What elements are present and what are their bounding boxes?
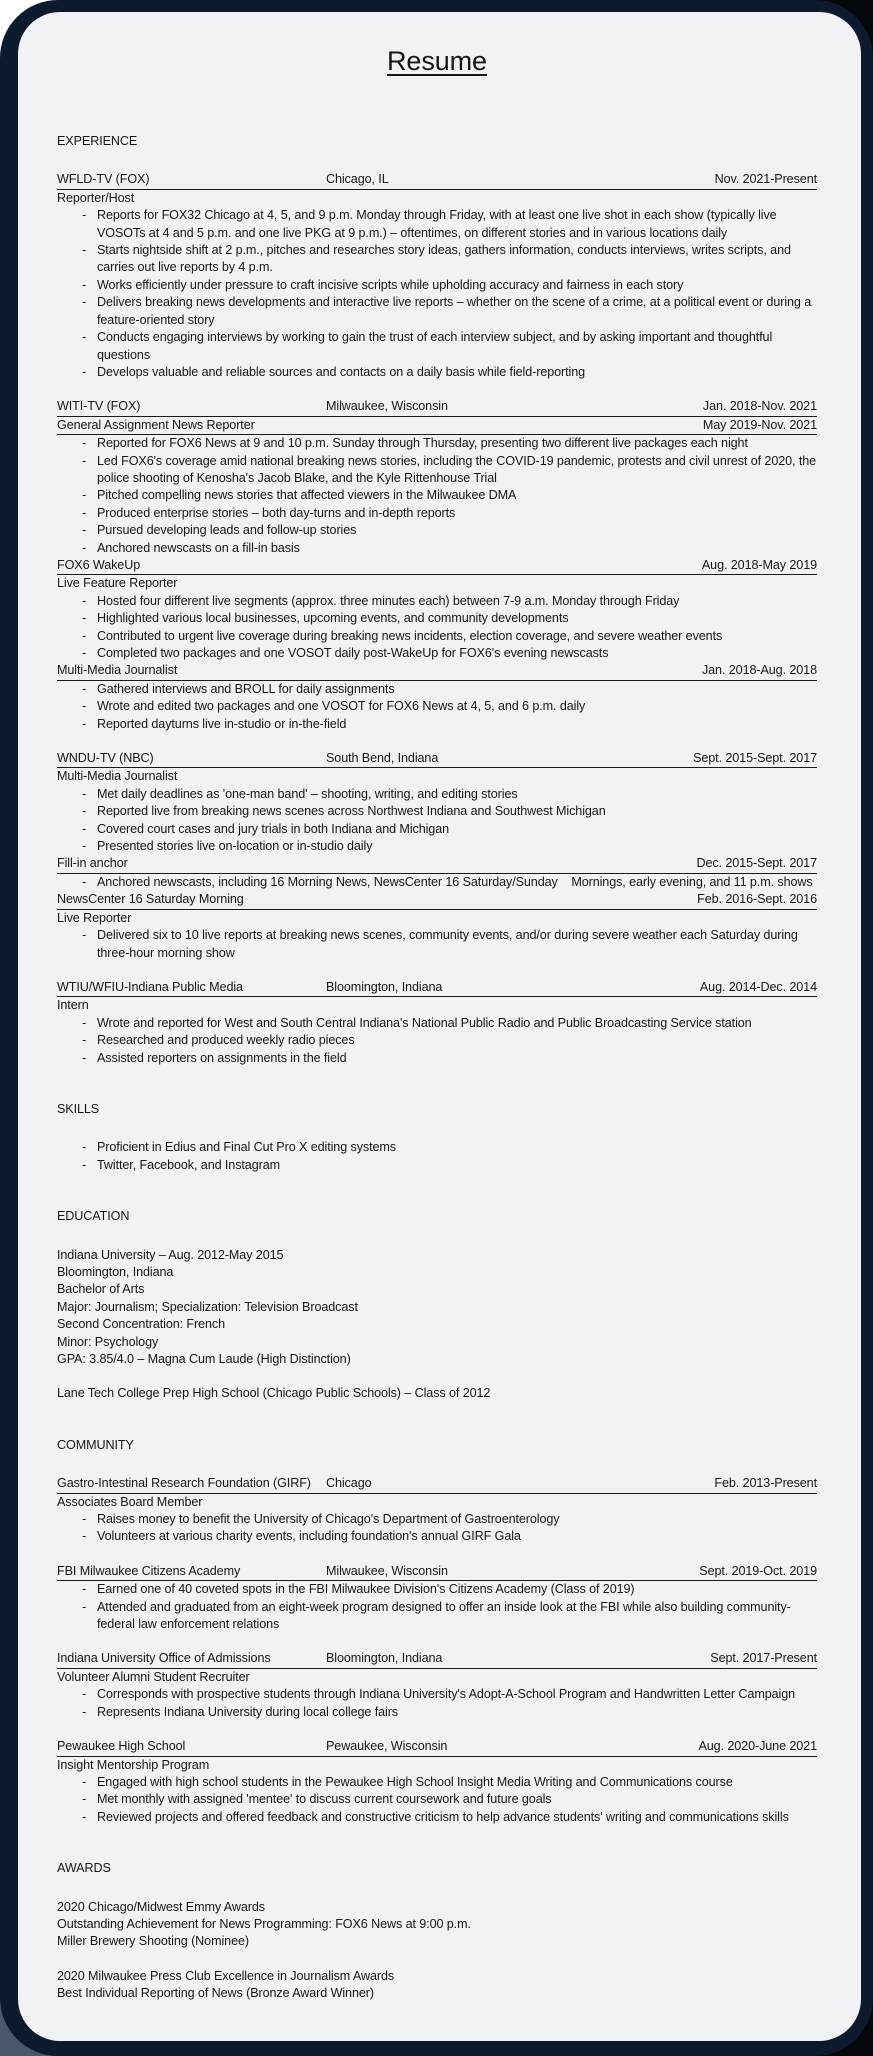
entry-header (57, 171, 817, 189)
entry (57, 1563, 817, 1634)
section-heading: EDUCATION (57, 1209, 130, 1224)
resume-content (57, 133, 817, 2003)
bullet-item: - Gathered interviews and BROLL for daily assignments (57, 681, 817, 698)
paragraph-line: Lane Tech College Prep High School (Chicago Public Schools) – Class of 2012 (57, 1386, 491, 1401)
entry (57, 1650, 817, 1721)
entry-company: Pewaukee High School (57, 1739, 186, 1754)
section-awards (57, 1860, 817, 2002)
bullet-item: - Works efficiently under pressure to craft incisive scripts while upholding accuracy and fairness in each story (57, 277, 817, 294)
bullet-item: - Completed two packages and one VOSOT daily post-WakeUp for FOX6's evening newscasts (57, 645, 817, 662)
bullet-item: - Hosted four different live segments (approx. three minutes each) between 7-9 a.m. Monday through Friday (57, 593, 817, 610)
entry-location: South Bend, Indiana (326, 751, 439, 766)
entry-dates: Feb. 2013-Present (714, 1476, 817, 1491)
paragraph-line: Bachelor of Arts (57, 1282, 145, 1297)
entry-location: Chicago (326, 1476, 372, 1491)
entry-dates: Sept. 2019-Oct. 2019 (699, 1563, 817, 1578)
bullet-item: - Wrote and edited two packages and one VOSOT for FOX6 News at 4, 5, and 6 p.m. daily (57, 698, 817, 715)
role-title: FOX6 WakeUp (57, 557, 141, 572)
entry-location: Bloomington, Indiana (326, 979, 443, 994)
paragraph (57, 1247, 817, 1369)
entry (57, 398, 817, 733)
role-title: Multi-Media Journalist (57, 663, 178, 678)
entry-header (57, 1563, 817, 1581)
entry-company: WFLD-TV (FOX) (57, 172, 150, 187)
paragraph-line: 2020 Milwaukee Press Club Excellence in Journalism Awards (57, 1968, 395, 1983)
section-skills (57, 1101, 817, 1174)
bullet-item: - Contributed to urgent live coverage during breaking news incidents, election coverage, and severe weather events (57, 628, 817, 645)
entry-header (57, 1475, 817, 1493)
bullet-item: - Pursued developing leads and follow-up stories (57, 522, 817, 539)
bullet-item: - Reports for FOX32 Chicago at 4, 5, and 9 p.m. Monday through Friday, with at least one live shot in each show (typically live VOSOTs at 4 and 5 p.m. and one live PKG at 9 p.m.) – oftentimes, on different stories and in various locations daily (57, 207, 817, 242)
paragraph-line: Best Individual Reporting of News (Bronze Award Winner) (57, 1986, 374, 2001)
role-title: Volunteer Alumni Student Recruiter (57, 1669, 250, 1684)
bullet-item: - Conducts engaging interviews by working to gain the trust of each interview subject, and by asking important and thoughtful questions (57, 329, 817, 364)
entry-location: Pewaukee, Wisconsin (326, 1739, 448, 1754)
paragraph-line: Minor: Psychology (57, 1334, 159, 1349)
bullet-item: - Pitched compelling news stories that affected viewers in the Milwaukee DMA (57, 487, 817, 504)
bullet-item: - Engaged with high school students in the Pewaukee High School Insight Media Writing and Communications course (57, 1774, 817, 1791)
role-title: Insight Mentorship Program (57, 1757, 210, 1772)
paragraph-line: Bloomington, Indiana (57, 1264, 174, 1279)
bullet-item: - Presented stories live on-location or in-studio daily (57, 838, 817, 855)
paragraph-line: GPA: 3.85/4.0 – Magna Cum Laude (High Distinction) (57, 1352, 351, 1367)
role-header (57, 662, 817, 680)
role-title: Associates Board Member (57, 1494, 203, 1509)
entry-dates: Jan. 2018-Nov. 2021 (702, 399, 817, 414)
bullet-item: - Proficient in Edius and Final Cut Pro X editing systems (57, 1139, 817, 1156)
role-title: General Assignment News Reporter (57, 417, 255, 432)
bullet-item: - Reported for FOX6 News at 9 and 10 p.m. Sunday through Thursday, presenting two different live packages each night (57, 435, 817, 452)
entry-location: Milwaukee, Wisconsin (326, 1563, 448, 1578)
section-heading: EXPERIENCE (57, 134, 138, 149)
entry-dates: Sept. 2017-Present (710, 1651, 817, 1666)
paragraph-line: Outstanding Achievement for News Programming: FOX6 News at 9:00 p.m. (57, 1916, 471, 1931)
bullet-item: - Researched and produced weekly radio pieces (57, 1032, 817, 1049)
bullet-item: - Volunteers at various charity events, including foundation's annual GIRF Gala (57, 1528, 817, 1545)
entry-company: Indiana University Office of Admissions (57, 1651, 271, 1666)
bullet-item: - Wrote and reported for West and South Central Indiana's National Public Radio and Public Broadcasting Service station (57, 1015, 817, 1032)
entry (57, 171, 817, 381)
role-dates: Feb. 2016-Sept. 2016 (697, 892, 817, 907)
bullet-item: - Assisted reporters on assignments in the field (57, 1050, 817, 1067)
entry-company: WTIU/WFIU-Indiana Public Media (57, 979, 243, 994)
entry (57, 979, 817, 1067)
entry-dates: Sept. 2015-Sept. 2017 (693, 751, 817, 766)
entry-header (57, 750, 817, 768)
role-dates: Jan. 2018-Aug. 2018 (701, 663, 817, 678)
bullet-item: - Earned one of 40 coveted spots in the FBI Milwaukee Division's Citizens Academy (Class of 2019) (57, 1581, 817, 1598)
role-title: Live Feature Reporter (57, 576, 178, 591)
section-experience (57, 133, 817, 1067)
bullet-item: - Met monthly with assigned 'mentee' to discuss current coursework and future goals (57, 1791, 817, 1808)
page-title: Resume (387, 46, 487, 76)
section-education (57, 1208, 817, 1403)
entry-location: Bloomington, Indiana (326, 1651, 443, 1666)
bullet-item: - Highlighted various local businesses, upcoming events, and community developments (57, 610, 817, 627)
role-dates: Dec. 2015-Sept. 2017 (696, 856, 817, 871)
role-title: Intern (57, 998, 89, 1013)
entry-company: Gastro-Intestinal Research Foundation (GIRF) (57, 1476, 311, 1491)
role-header (57, 855, 817, 873)
bullet-item: - Starts nightside shift at 2 p.m., pitches and researches story ideas, gathers information, conducts interviews, writes scripts, and carries out live reports by 4 p.m. (57, 242, 817, 277)
paragraph-line: Indiana University – Aug. 2012-May 2015 (57, 1247, 284, 1262)
bullet-list (57, 1139, 817, 1174)
entry-location: Chicago, IL (326, 172, 389, 187)
bullet-item: - Met daily deadlines as 'one-man band' – shooting, writing, and editing stories (57, 786, 817, 803)
bullet-item: - Reported live from breaking news scenes across Northwest Indiana and Southwest Michigan (57, 803, 817, 820)
entry-header (57, 398, 817, 416)
resume-document (18, 12, 861, 2041)
entry-dates: Aug. 2014-Dec. 2014 (699, 979, 817, 994)
bullet-item: - Produced enterprise stories – both day-turns and in-depth reports (57, 505, 817, 522)
role-title: Fill-in anchor (57, 856, 128, 871)
entry-dates: Aug. 2020-June 2021 (698, 1739, 817, 1754)
paragraph (57, 1385, 817, 1402)
entry-header (57, 1738, 817, 1756)
bullet-item: - Twitter, Facebook, and Instagram (57, 1157, 817, 1174)
section-community (57, 1437, 817, 1826)
role-dates: May 2019-Nov. 2021 (702, 417, 817, 432)
entry (57, 1738, 817, 1826)
role-header (57, 891, 817, 909)
section-heading: COMMUNITY (57, 1437, 134, 1452)
bullet-item: - Represents Indiana University during local college fairs (57, 1704, 817, 1721)
entry-company: WITI-TV (FOX) (57, 399, 141, 414)
entry-company: FBI Milwaukee Citizens Academy (57, 1563, 241, 1578)
paragraph-line: Second Concentration: French (57, 1317, 226, 1332)
bullet-item: - Reviewed projects and offered feedback and constructive criticism to help advance students' writing and communications skills (57, 1809, 817, 1826)
paragraph-line: Major: Journalism; Specialization: Television Broadcast (57, 1299, 358, 1314)
section-heading: AWARDS (57, 1861, 111, 1876)
entry-company: WNDU-TV (NBC) (57, 751, 154, 766)
role-header (57, 417, 817, 435)
role-title: Live Reporter (57, 910, 132, 925)
bullet-item: - Delivers breaking news developments and interactive live reports – whether on the scene of a crime, at a political event or during a feature-oriented story (57, 294, 817, 329)
bullet-item: - Delivered six to 10 live reports at breaking news scenes, community events, and/or during severe weather each Saturday during three-hour morning show (57, 927, 817, 962)
entry (57, 1475, 817, 1546)
bullet-item: - Reported dayturns live in-studio or in-the-field (57, 716, 817, 733)
paragraph-line: Miller Brewery Shooting (Nominee) (57, 1934, 249, 1949)
entry-header (57, 979, 817, 997)
paragraph-line: 2020 Chicago/Midwest Emmy Awards (57, 1899, 265, 1914)
role-title: Reporter/Host (57, 190, 135, 205)
bullet-item: - Covered court cases and jury trials in both Indiana and Michigan (57, 821, 817, 838)
entry (57, 750, 817, 962)
paragraph (57, 1899, 817, 1951)
bullet-item: - Corresponds with prospective students through Indiana University's Adopt-A-School Program and Handwritten Letter Campaign (57, 1686, 817, 1703)
bullet-item: - Develops valuable and reliable sources and contacts on a daily basis while field-reporting (57, 364, 817, 381)
role-header (57, 557, 817, 575)
bullet-item: - Anchored newscasts on a fill-in basis (57, 540, 817, 557)
role-title: Multi-Media Journalist (57, 769, 178, 784)
entry-header (57, 1650, 817, 1668)
entry-location: Milwaukee, Wisconsin (326, 399, 448, 414)
section-heading: SKILLS (57, 1101, 100, 1116)
role-title: NewsCenter 16 Saturday Morning (57, 892, 244, 907)
entry-dates: Nov. 2021-Present (714, 172, 817, 187)
bullet-item: - Raises money to benefit the University of Chicago's Department of Gastroenterology (57, 1511, 817, 1528)
role-dates: Aug. 2018-May 2019 (701, 557, 817, 572)
bullet-item: - Led FOX6's coverage amid national breaking news stories, including the COVID-19 pandemic, protests and civil unrest of 2020, the police shooting of Kenosha's Jacob Blake, and the Kyle Rittenhouse Trial (57, 453, 817, 488)
bullet-item: - Anchored newscasts, including 16 Morning News, NewsCenter 16 Saturday/Sunday Mornings, early evening, and 11 p.m. shows (57, 874, 817, 891)
paragraph (57, 1968, 817, 2003)
bullet-item: - Attended and graduated from an eight-week program designed to offer an inside look at the FBI while also building community-federal law enforcement relations (57, 1599, 817, 1634)
